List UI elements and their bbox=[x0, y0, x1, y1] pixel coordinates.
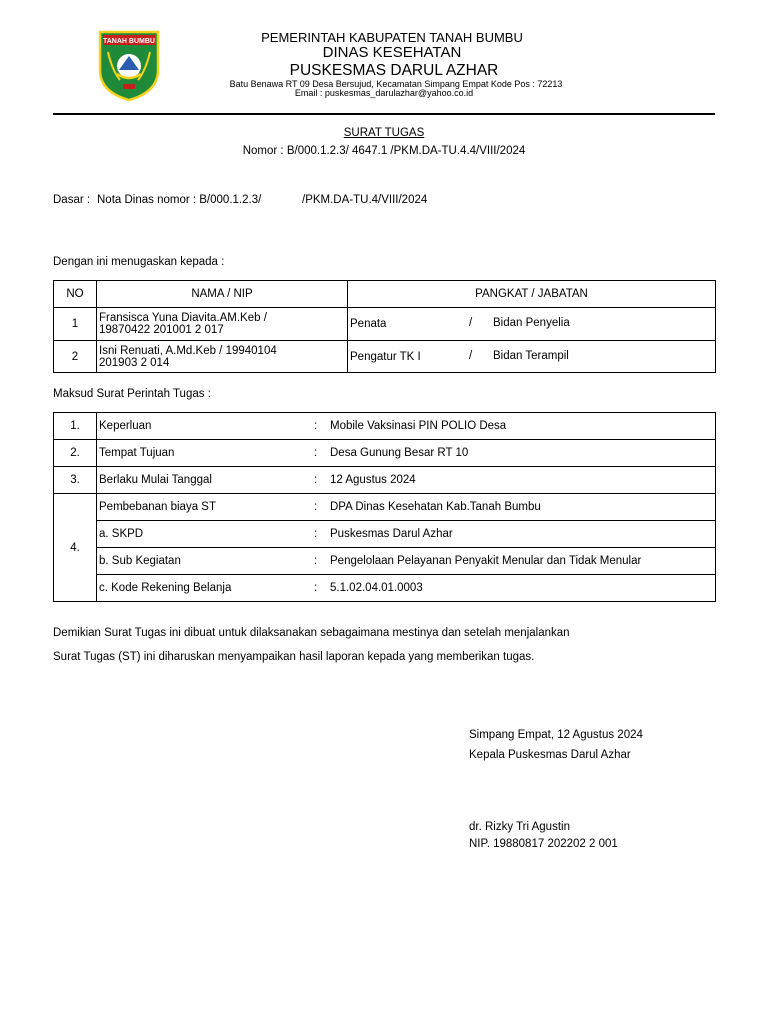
row-colon: : bbox=[312, 575, 328, 602]
table-row bbox=[54, 575, 716, 602]
table-row bbox=[54, 521, 716, 548]
rank-text: Pengatur TK I bbox=[350, 350, 421, 363]
header-institution: PUSKESMAS DARUL AZHAR bbox=[289, 62, 499, 79]
row-no: 2. bbox=[54, 440, 97, 467]
table-row bbox=[54, 548, 716, 575]
row-no: 1 bbox=[54, 308, 97, 341]
row-no: 2 bbox=[54, 341, 97, 373]
row-label: c. Kode Rekening Belanja bbox=[97, 575, 313, 602]
row-label: Keperluan bbox=[97, 413, 313, 440]
logo-text: TANAH BUMBU bbox=[103, 38, 155, 45]
purpose-label: Maksud Surat Perintah Tugas : bbox=[53, 388, 211, 400]
header-government: PEMERINTAH KABUPATEN TANAH BUMBU bbox=[261, 30, 523, 45]
signatory-name: dr. Rizky Tri Agustin bbox=[469, 821, 570, 833]
row-label: Pembebanan biaya ST bbox=[97, 494, 313, 521]
dasar-text-2: /PKM.DA-TU.4/VIII/2024 bbox=[302, 194, 428, 206]
row-value: DPA Dinas Kesehatan Kab.Tanah Bumbu bbox=[328, 494, 716, 521]
assignment-intro: Dengan ini menugaskan kepada : bbox=[53, 256, 225, 268]
row-label: a. SKPD bbox=[97, 521, 313, 548]
header-email: Email : puskesmas_darulazhar@yahoo.co.id bbox=[294, 88, 474, 98]
table-row bbox=[54, 440, 716, 467]
table-row bbox=[54, 467, 716, 494]
row-colon: : bbox=[312, 413, 328, 440]
name-line-1: Fransisca Yuna Diavita.AM.Keb / bbox=[99, 312, 267, 324]
row-name bbox=[97, 308, 348, 341]
letter-title: SURAT TUGAS bbox=[343, 127, 425, 139]
signature-place-date: Simpang Empat, 12 Agustus 2024 bbox=[469, 729, 643, 741]
row-colon: : bbox=[312, 548, 328, 575]
row-value: Pengelolaan Pelayanan Penyakit Menular dan Tidak Menular bbox=[328, 548, 716, 575]
table-row bbox=[54, 494, 716, 521]
table-row bbox=[54, 341, 716, 373]
row-colon: : bbox=[312, 467, 328, 494]
row-value: 12 Agustus 2024 bbox=[328, 467, 716, 494]
row-colon: : bbox=[312, 494, 328, 521]
col-header-no: NO bbox=[54, 281, 97, 308]
letter-number: Nomor : B/000.1.2.3/ 4647.1 /PKM.DA-TU.4.4/VIII/2024 bbox=[242, 145, 526, 157]
header-divider bbox=[53, 113, 715, 115]
row-name bbox=[97, 341, 348, 373]
signature-position: Kepala Puskesmas Darul Azhar bbox=[469, 749, 631, 761]
staff-table bbox=[53, 280, 716, 373]
row-value: Puskesmas Darul Azhar bbox=[328, 521, 716, 548]
dasar-label: Dasar : bbox=[53, 194, 91, 206]
position-text: Bidan Terampil bbox=[493, 350, 569, 362]
row-value: Mobile Vaksinasi PIN POLIO Desa bbox=[328, 413, 716, 440]
rank-text: Penata bbox=[350, 318, 387, 330]
row-rank bbox=[348, 341, 716, 373]
dasar-text-1: Nota Dinas nomor : B/000.1.2.3/ bbox=[97, 194, 262, 206]
rank-slash: / bbox=[469, 350, 473, 362]
rank-slash: / bbox=[469, 317, 473, 329]
position-text: Bidan Penyelia bbox=[493, 317, 570, 329]
col-header-name: NAMA / NIP bbox=[97, 281, 348, 308]
row-colon: : bbox=[312, 440, 328, 467]
header-address: Batu Benawa RT 09 Desa Bersujud, Kecamatan Simpang Empat Kode Pos : 72213 bbox=[229, 79, 563, 89]
closing-line-1: Demikian Surat Tugas ini dibuat untuk dilaksanakan sebagaimana mestinya dan setelah menjalankan bbox=[53, 627, 570, 639]
header-department: DINAS KESEHATAN bbox=[322, 44, 462, 61]
closing-line-2: Surat Tugas (ST) ini diharuskan menyampaikan hasil laporan kepada yang memberikan tugas. bbox=[53, 651, 535, 663]
row-label: Tempat Tujuan bbox=[97, 440, 313, 467]
name-line-2: 19870422 201001 2 017 bbox=[99, 324, 224, 336]
row-no: 4. bbox=[54, 494, 97, 602]
table-row bbox=[54, 308, 716, 341]
table-row bbox=[54, 413, 716, 440]
name-line-2: 201903 2 014 bbox=[99, 356, 170, 369]
staff-table-header bbox=[54, 281, 716, 308]
row-rank bbox=[348, 308, 716, 341]
signatory-nip: NIP. 19880817 202202 2 001 bbox=[469, 838, 618, 850]
purpose-table bbox=[53, 412, 716, 602]
col-header-rank: PANGKAT / JABATAN bbox=[348, 281, 716, 308]
row-no: 3. bbox=[54, 467, 97, 494]
name-line-1: Isni Renuati, A.Md.Keb / 19940104 bbox=[99, 344, 277, 357]
row-value: 5.1.02.04.01.0003 bbox=[328, 575, 716, 602]
row-colon: : bbox=[312, 521, 328, 548]
row-label: b. Sub Kegiatan bbox=[97, 548, 313, 575]
row-label: Berlaku Mulai Tanggal bbox=[97, 467, 313, 494]
row-no: 1. bbox=[54, 413, 97, 440]
row-value: Desa Gunung Besar RT 10 bbox=[328, 440, 716, 467]
